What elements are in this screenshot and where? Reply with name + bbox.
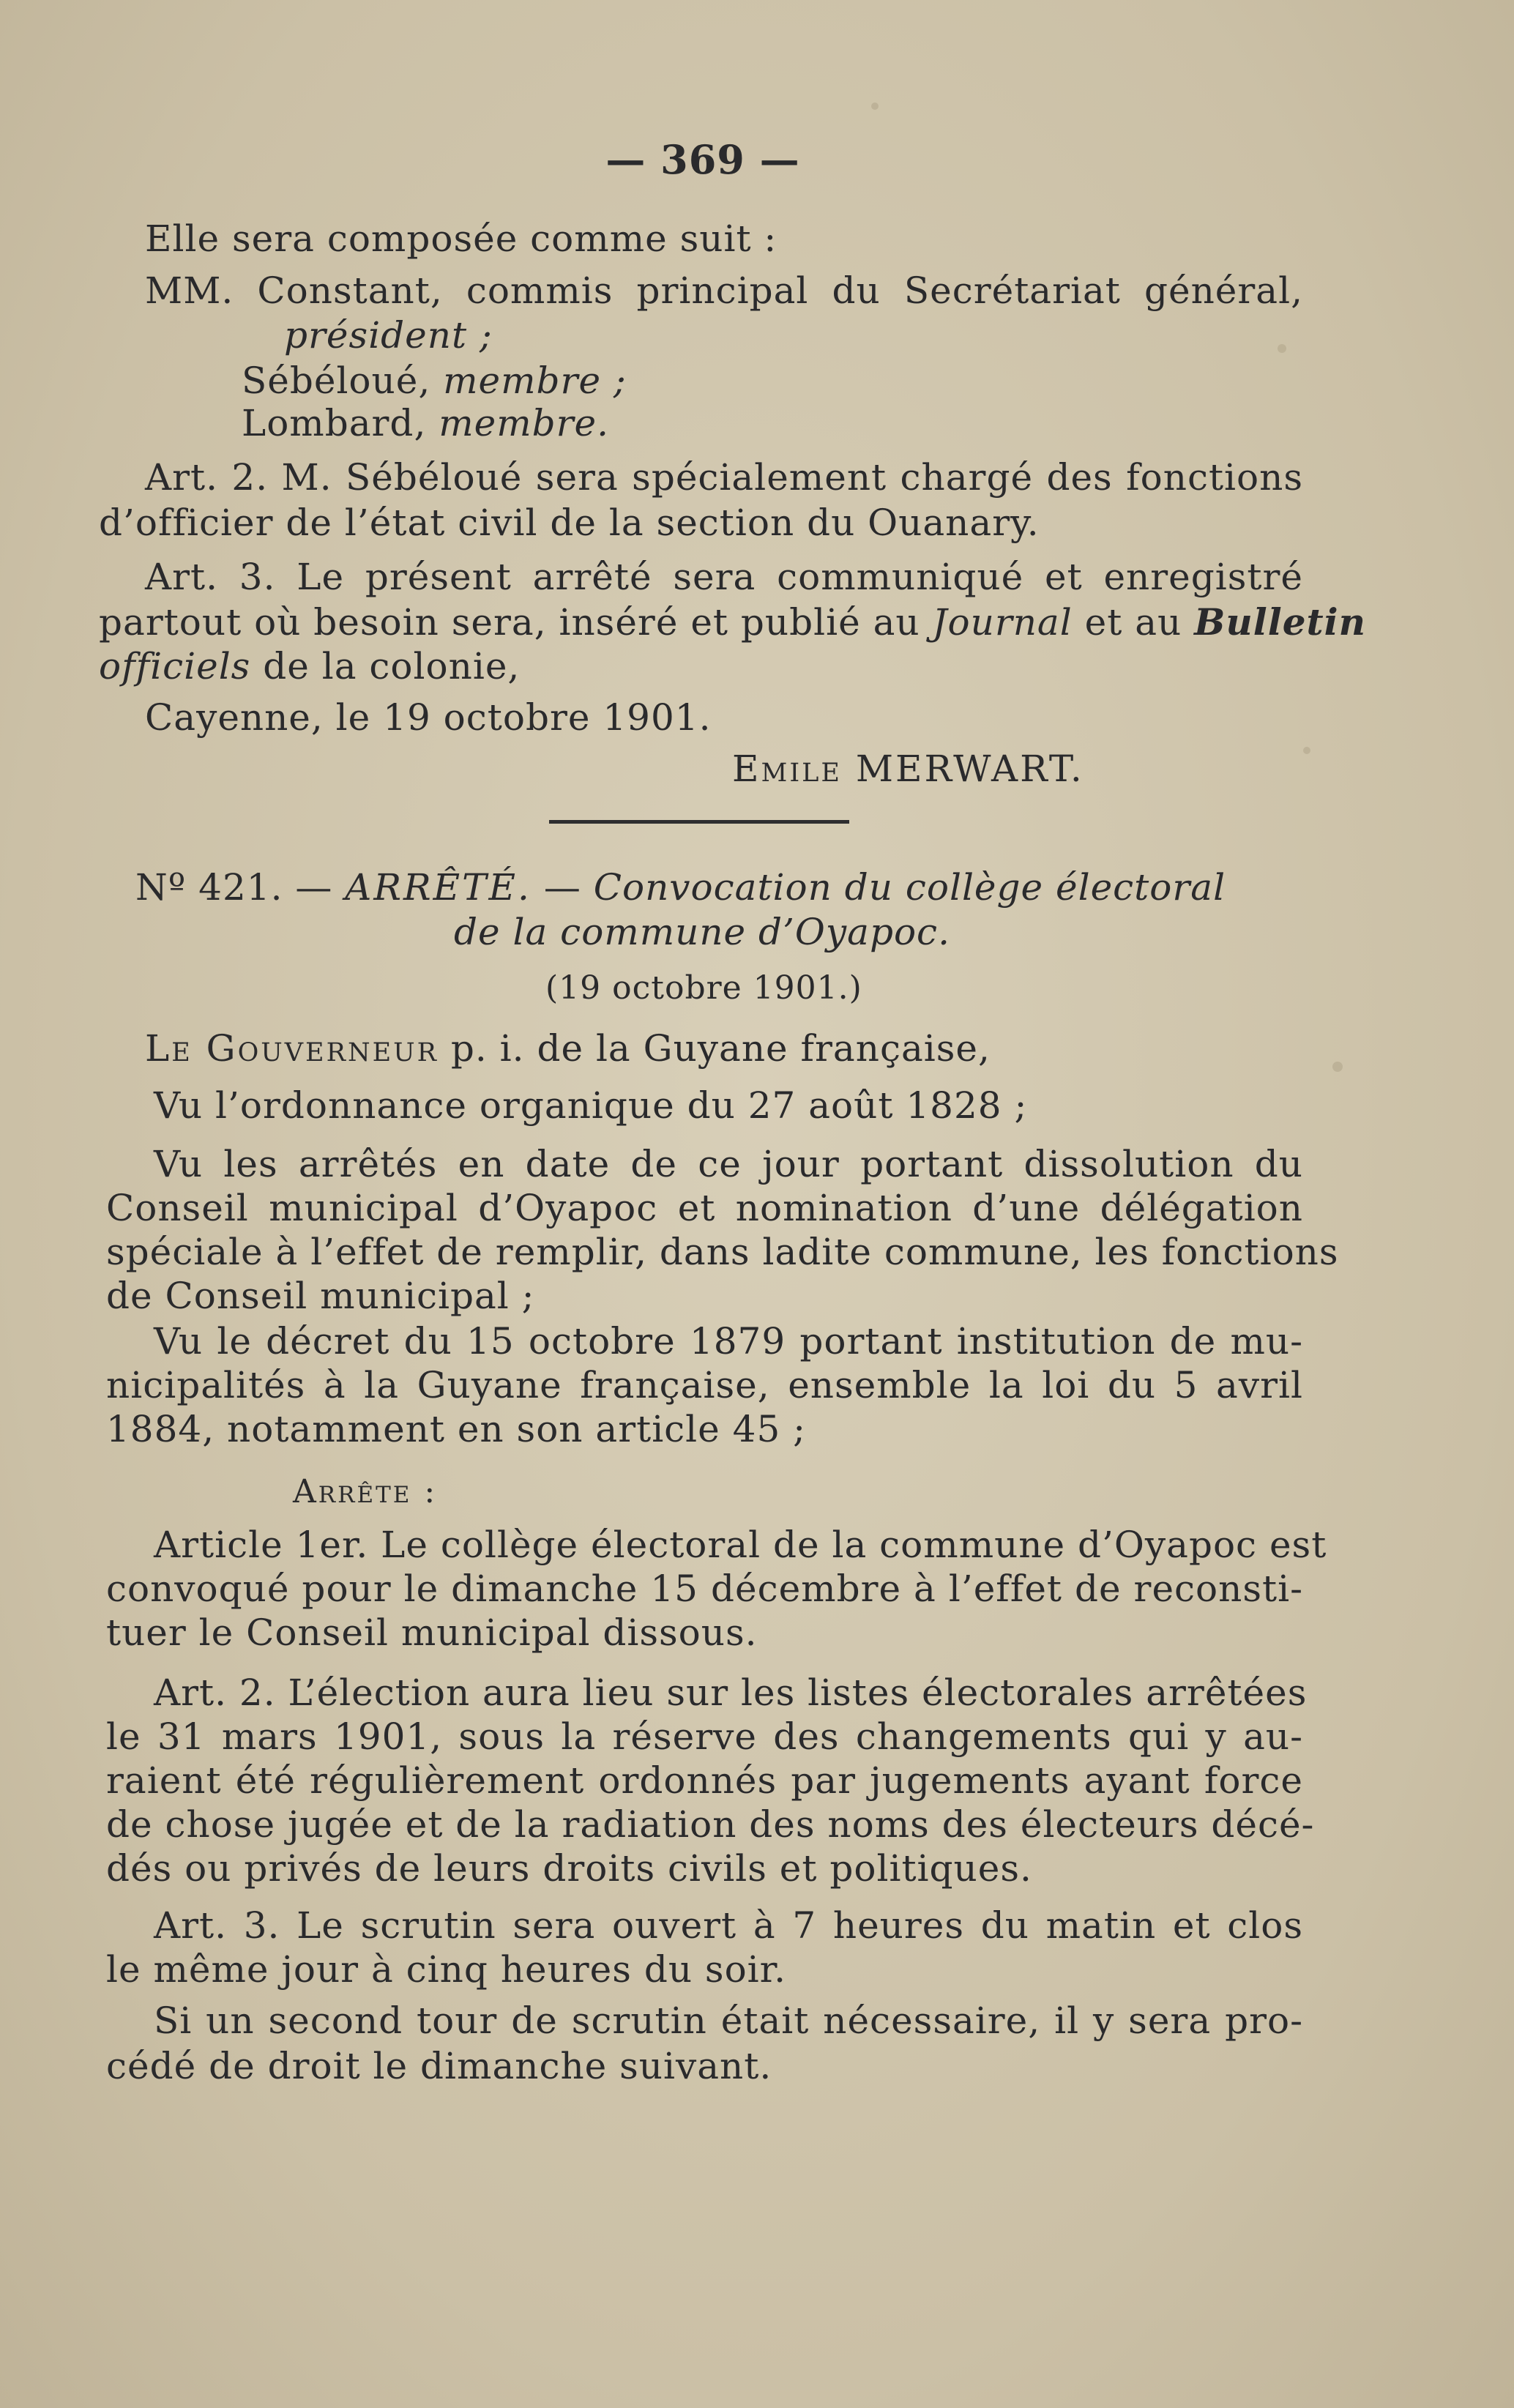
member-line (242, 359, 627, 403)
article-line: tuer le Conseil municipal dissous. (106, 1611, 758, 1654)
governor-line (145, 1026, 991, 1070)
considerant-line: spéciale à l’effet de remplir, dans ladite commune, les fonctions (106, 1231, 1339, 1273)
section-divider (549, 820, 849, 824)
journal-ref: Journal (932, 601, 1073, 644)
considerant-line: Conseil municipal d’Oyapoc et nomination d’une délégation (106, 1187, 1303, 1229)
governor-rest: p. i. de la Guyane française, (438, 1027, 991, 1070)
member-role: président ; (284, 314, 493, 357)
date-line: Cayenne, le 19 octobre 1901. (145, 696, 712, 739)
signature: Emile MERWART. (732, 748, 1084, 790)
member-line (242, 401, 609, 445)
decree-date: (19 octobre 1901.) (545, 969, 862, 1007)
paper-speck (1303, 747, 1310, 754)
art3-text: partout où besoin sera, inséré et publié au (99, 601, 933, 644)
considerant-line: Vu l’ordonnance organique du 27 août 1828 ; (154, 1084, 1028, 1127)
article-line: raient été régulièrement ordonnés par jugements ayant force (106, 1759, 1303, 1802)
member-role: membre. (439, 402, 610, 444)
considerant-line: de Conseil municipal ; (106, 1275, 535, 1317)
art3-text: de la colonie, (250, 645, 521, 687)
decree-heading (135, 865, 1226, 909)
considerant-line: 1884, notamment en son article 45 ; (106, 1408, 807, 1450)
paper-speck (1332, 1062, 1343, 1072)
considerant-line: nicipalités à la Guyane française, ensemble la loi du 5 avril (106, 1364, 1303, 1406)
article-line: le même jour à cinq heures du soir. (106, 1948, 786, 1991)
art3-text: et au (1072, 601, 1195, 644)
member-name: Constant, commis principal du Secrétariat général, (257, 269, 1303, 312)
art3-line (99, 600, 1366, 644)
article-line: de chose jugée et de la radiation des noms des électeurs décé- (106, 1803, 1315, 1846)
article-line: Article 1er. Le collège électoral de la commune d’Oyapoc est (154, 1524, 1327, 1566)
officiels-ref: officiels (99, 645, 251, 687)
bulletin-ref: Bulletin (1194, 600, 1366, 644)
article-line: Si un second tour de scrutin était nécessaire, il y sera pro- (154, 1999, 1303, 2042)
members-prefix: MM. (145, 269, 258, 312)
art3-line: Art. 3. Le présent arrêté sera communiqué et enregistré (145, 556, 1303, 598)
member-role: membre ; (443, 359, 627, 402)
decree-number: Nº 421. — (135, 866, 346, 909)
article-line: Art. 2. L’élection aura lieu sur les listes électorales arrêtées (154, 1671, 1308, 1714)
page-number: — 369 — (605, 136, 800, 183)
decree-dash: — (531, 866, 594, 909)
article-line: dés ou privés de leurs droits civils et politiques. (106, 1847, 1032, 1890)
member-line-president (145, 269, 1303, 313)
composition-intro: Elle sera composée comme suit : (145, 217, 777, 260)
paper-speck (871, 102, 879, 110)
member-name: Lombard, (242, 402, 439, 444)
article-line: cédé de droit le dimanche suivant. (106, 2045, 772, 2087)
article-line: convoqué pour le dimanche 15 décembre à l’effet de reconsti- (106, 1568, 1303, 1610)
paper-speck (1278, 344, 1286, 353)
article-line: le 31 mars 1901, sous la réserve des changements qui y au- (106, 1715, 1303, 1758)
decree-type: ARRÊTÉ. (345, 866, 532, 909)
art3-line (99, 644, 520, 688)
member-name: Sébéloué, (242, 359, 444, 402)
art2-line: Art. 2. M. Sébéloué sera spécialement chargé des fonctions (145, 456, 1303, 499)
considerant-line: Vu le décret du 15 octobre 1879 portant institution de mu- (154, 1320, 1303, 1363)
article-line: Art. 3. Le scrutin sera ouvert à 7 heures du matin et clos (154, 1904, 1303, 1947)
decree-title-line2: de la commune d’Oyapoc. (454, 911, 950, 953)
decree-title: Convocation du collège électoral (593, 866, 1226, 909)
governor-title: Le Gouverneur (145, 1027, 439, 1070)
art2-line: d’officier de l’état civil de la section du Ouanary. (99, 502, 1040, 544)
considerant-line: Vu les arrêtés en date de ce jour portant dissolution du (154, 1143, 1303, 1185)
arrete-label: Arrête : (293, 1473, 438, 1510)
